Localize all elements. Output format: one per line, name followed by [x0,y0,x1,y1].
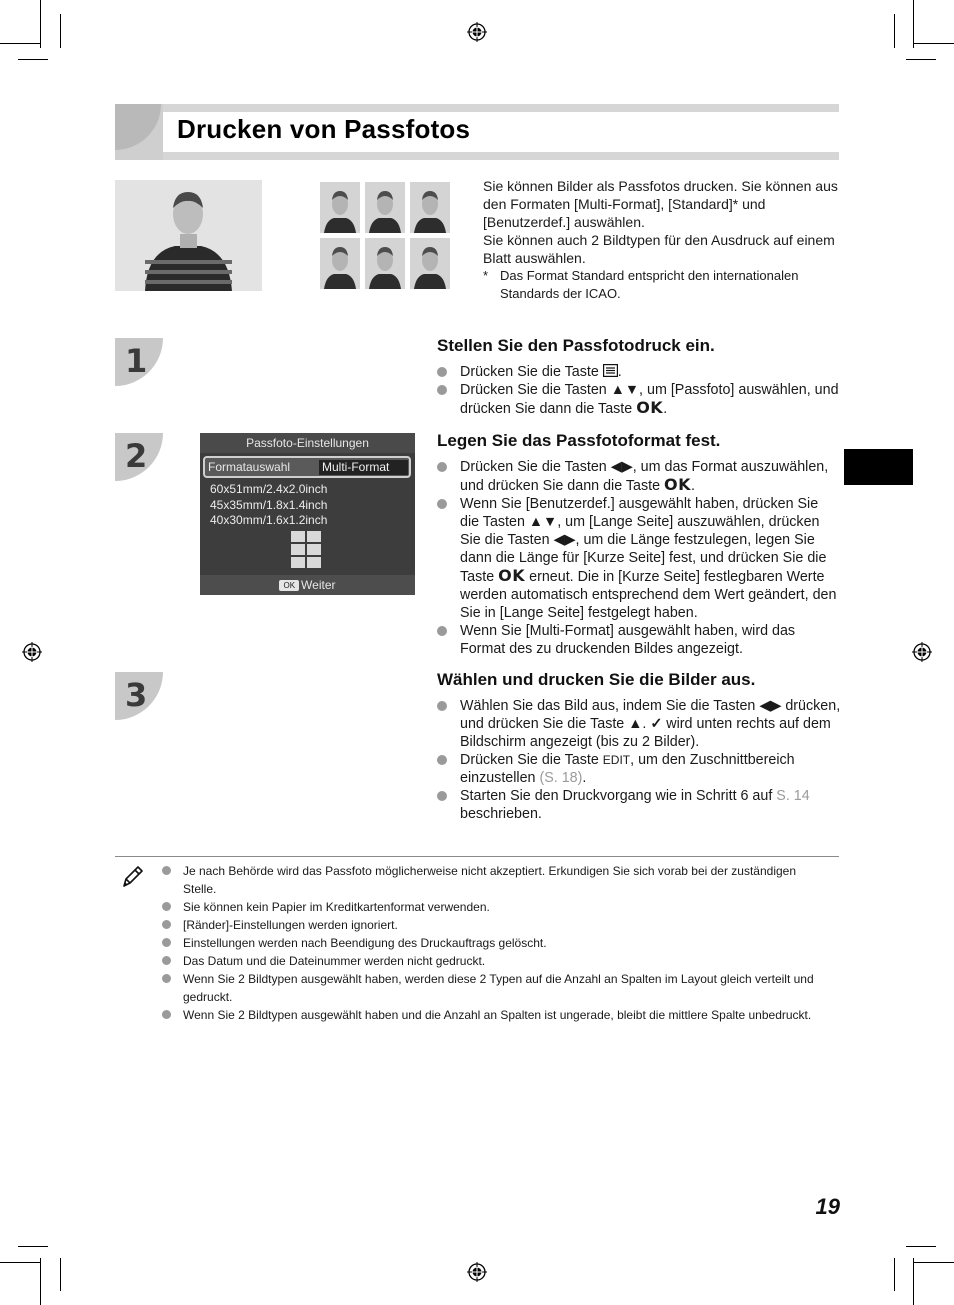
crop-mark [18,1246,48,1247]
crop-mark [913,0,914,48]
step-number-2 [115,433,163,481]
page-reference-link[interactable]: (S. 18) [539,770,583,786]
footnote [483,267,839,303]
crop-mark [0,43,40,44]
note-item: Das Datum und die Dateinummer werden nicht gedruckt. [160,952,820,970]
crop-mark [914,1262,954,1263]
bullet-dot [162,938,171,947]
footnote-text: Das Format Standard entspricht den internationalen Standards der ICAO. [500,268,799,301]
registration-mark-icon [912,642,932,662]
note-item: Wenn Sie 2 Bildtypen ausgewählt haben, werden diese 2 Typen auf die Anzahl an Spalten im Layout gleich verteilt und gedruckt. [160,970,820,1006]
step-number-text: 2 [125,437,148,475]
registration-mark-icon [22,642,42,662]
step-heading: Stellen Sie den Passfotodruck ein. [437,336,715,355]
crop-mark [40,0,41,48]
bullet-dot [162,1010,171,1019]
list-item: Starten Sie den Druckvorgang wie in Schritt 6 auf S. 14 beschrieben. [437,787,841,823]
passport-thumbnail [365,182,405,233]
list-item: Drücken Sie die Taste . [437,363,841,381]
passport-thumbnail [410,238,450,289]
ok-button-icon: OK [636,398,664,417]
list-item: Drücken Sie die Tasten ◀▶, um das Format auszuwählen, und drücken Sie dann die Taste OK. [437,458,841,495]
passport-thumbnail [320,238,360,289]
bullet-dot [162,974,171,983]
up-arrow-icon: ▲ [628,716,643,732]
format-selection-label: Formatauswahl [208,460,291,474]
note-item: Einstellungen werden nach Beendigung des Druckauftrags gelöscht. [160,934,820,952]
step-number-text: 1 [125,342,148,380]
bullet-dot [437,791,447,801]
left-right-arrows-icon: ◀▶ [759,698,782,714]
crop-mark [40,1258,41,1305]
bullet-dot [162,866,171,875]
crop-mark [60,1258,61,1291]
intro-text [483,177,839,303]
bullet-dot [437,499,447,509]
pencil-note-icon [120,864,144,890]
note-item: Sie können kein Papier im Kreditkartenformat verwenden. [160,898,820,916]
ok-button-icon: OK [664,475,692,494]
notes-divider [115,856,839,857]
size-item: 40x30mm/1.6x1.2inch [210,513,328,527]
up-down-arrows-icon: ▲▼ [610,382,640,398]
size-list [210,482,327,529]
bullet-dot [437,626,447,636]
crop-mark [906,59,936,60]
bullet-dot [437,701,447,711]
layout-preview-icon [291,531,321,568]
left-right-arrows-icon: ◀▶ [610,459,633,475]
list-item: Drücken Sie die Taste EDIT, um den Zuschnittbereich einzustellen (S. 18). [437,751,841,787]
note-item: Je nach Behörde wird das Passfoto möglicherweise nicht akzeptiert. Erkundigen Sie sich vorab bei der zuständigen Stelle. [160,862,820,898]
crop-mark [0,1262,40,1263]
format-selection-row[interactable] [203,456,411,478]
step-1-section [437,336,841,418]
passport-thumbnail [410,182,450,233]
bullet-dot [162,902,171,911]
list-item: Drücken Sie die Tasten ▲▼, um [Passfoto] auswählen, und drücken Sie dann die Taste OK. [437,381,841,418]
portrait-photo [115,180,262,291]
chapter-tab [844,449,913,485]
list-item: Wenn Sie [Multi-Format] ausgewählt haben, wird das Format des zu druckenden Bildes angezeigt. [437,622,841,658]
up-down-arrows-icon: ▲▼ [528,514,558,530]
bullet-dot [437,385,447,395]
page-title: Drucken von Passfotos [177,114,471,144]
list-item: Wenn Sie [Benutzerdef.] ausgewählt haben, drücken Sie die Tasten ▲▼, um [Lange Seite] auszuwählen, drücken Sie die Tasten ◀▶, um die Länge festzulegen, legen Sie dann die Länge für [Kurze Seite] fest, und drücken Sie die Taste OK erneut. Die in [Kurze Seite] festlegbaren Werte werden automatisch entsprechend dem Wert geändert, den Sie in [Lange Seite] festgelegt haben. [437,495,841,622]
bullet-dot [162,920,171,929]
crop-mark [60,14,61,48]
checkmark-icon: ✓ [650,716,663,732]
size-item: 45x35mm/1.8x1.4inch [210,497,328,512]
list-item: Wählen Sie das Bild aus, indem Sie die Tasten ◀▶ drücken, und drücken Sie die Taste ▲. ✓ wird unten rechts auf dem Bildschirm angezeigt (bis zu 2 Bilder). [437,697,841,751]
passport-settings-screen [200,433,415,595]
size-item: 60x51mm/2.4x2.0inch [210,482,328,496]
registration-mark-icon [467,22,487,42]
ok-badge: OK [279,580,299,591]
step-heading: Legen Sie das Passfotoformat fest. [437,431,721,450]
passport-thumbnail-grid [320,182,450,290]
format-selection-value[interactable]: Multi-Format [319,460,408,475]
step-heading: Wählen und drucken Sie die Bilder aus. [437,670,756,689]
left-right-arrows-icon: ◀▶ [553,532,576,548]
crop-mark [894,1258,895,1291]
note-item: [Ränder]-Einstellungen werden ignoriert. [160,916,820,934]
crop-mark [18,59,48,60]
page-number: 19 [815,1194,840,1219]
header-bar-bottom [115,152,839,160]
next-label: Weiter [301,578,336,592]
step-number-3 [115,672,163,720]
crop-mark [914,43,954,44]
step-number-1 [115,338,163,386]
crop-mark [906,1246,936,1247]
crop-mark [913,1258,914,1305]
bullet-dot [437,755,447,765]
intro-paragraph: Sie können Bilder als Passfotos drucken. Sie können aus den Formaten [Multi-Format], [Standard]* und [Benutzerdef.] auswählen. [483,178,838,230]
menu-button-icon [603,364,618,377]
bullet-dot [437,367,447,377]
intro-paragraph: Sie können auch 2 Bildtypen für den Ausdruck auf einem Blatt auswählen. [483,232,835,266]
bullet-dot [162,956,171,965]
notes-list [160,862,820,1024]
ok-button-icon: OK [498,566,526,585]
passport-thumbnail [320,182,360,233]
bullet-dot [437,462,447,472]
header-bar-top [115,104,839,112]
screen-footer[interactable] [200,575,415,595]
screen-title: Passfoto-Einstellungen [200,433,415,453]
footnote-mark: * [483,268,489,283]
step-2-section [437,431,841,658]
crop-mark [894,14,895,48]
step-3-section [437,670,841,823]
passport-thumbnail [365,238,405,289]
page-reference-link[interactable]: S. 14 [776,788,810,804]
note-item: Wenn Sie 2 Bildtypen ausgewählt haben und die Anzahl an Spalten ist ungerade, bleibt die mittlere Spalte unbedruckt. [160,1006,820,1024]
step-number-text: 3 [125,676,148,714]
registration-mark-icon [467,1262,487,1282]
edit-button-label: EDIT [602,753,631,767]
